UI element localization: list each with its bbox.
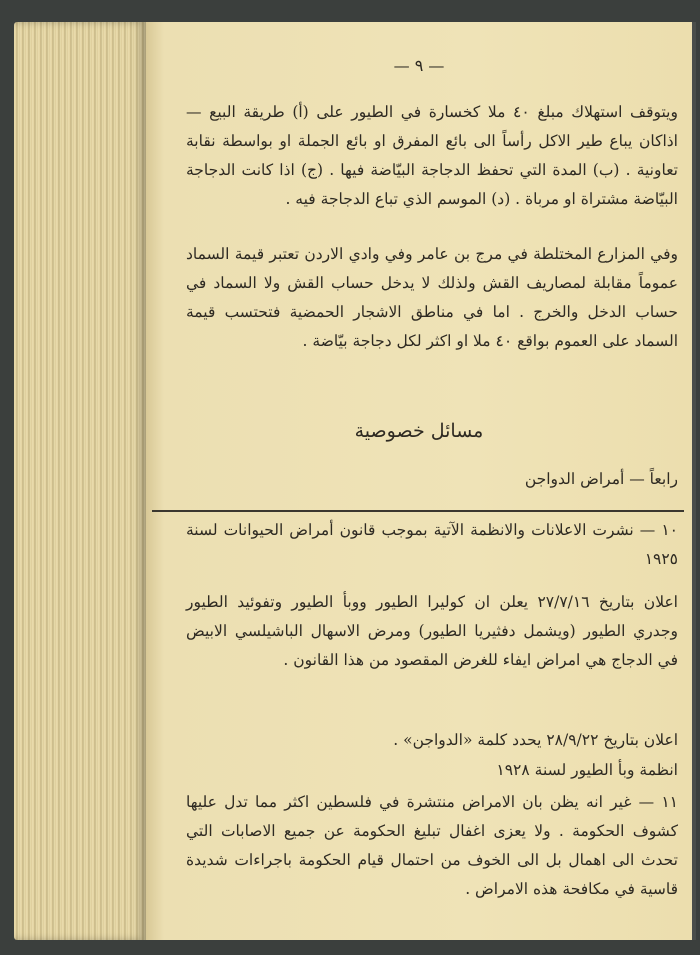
paragraph-egg-loss: ويتوقف استهلاك مبلغ ٤٠ ملا كخسارة في الطيور على (أ) طريقة البيع — اذاكان يباع طير الاكل رأساً الى بائع المفرق او بائع الجملة او بواسطة نقابة تعاونية . (ب) المدة التي تحفظ الدجاجة البيّاضة فيها . (ج) اذا كانت الدجاجة البيّاضة مشتراة او مرباة . (د) الموسم الذي تباع الدجاجة فيه . xyxy=(186,103,678,208)
paragraph-manure-value: وفي المزارع المختلطة في مرج بن عامر وفي وادي الاردن تعتبر قيمة السماد عموماً مقابلة لمصاريف القش ولذلك لا يدخل حساب القش ولا السماد في حساب الدخل والخرج . اما في مناطق الاشجار الحمضية فتحتسب قيمة السماد على العموم بواقع ٤٠ ملا او اكثر لكل دجاجة بيّاضة . xyxy=(186,245,678,350)
paragraph-announcement-2: اعلان بتاريخ ٢٨/٩/٢٢ يحدد كلمة «الدواجن» . xyxy=(393,731,678,749)
page-edges xyxy=(14,22,146,940)
paragraph-item-11: ١١ — غير انه يظن بان الامراض منتشرة في فلسطين اكثر مما تدل عليها كشوف الحكومة . ولا يعزى اغفال تبليغ الحكومة عن جميع الاصابات التي تحدث الى اهمال بل الى الخوف من احتمال قيام الحكومة باجراءات شديدة قاسية في مكافحة هذه الامراض . xyxy=(186,793,678,898)
subsection-title: رابعاً — أمراض الدواجن xyxy=(524,470,678,488)
paragraph-announcement-1: اعلان بتاريخ ٢٧/٧/١٦ يعلن ان كوليرا الطيور ووبأ الطيور وتفوئيد الطيور وجدري الطيور (ويشمل دفثيريا الطيور) ومرض الاسهال الباشيلسي الابيض في الدجاج هي امراض ايفاء للغرض المقصود من هذا القانون . xyxy=(186,593,678,669)
page-number: — ٩ — xyxy=(393,56,445,75)
section-heading: مسائل خصوصية xyxy=(354,420,484,442)
book-page xyxy=(146,22,696,940)
paragraph-item-10: ١٠ — نشرت الاعلانات والانظمة الآتية بموجب قانون أمراض الحيوانات لسنة ١٩٢٥ xyxy=(186,521,678,568)
paragraph-regulations: انظمة وبأ الطيور لسنة ١٩٢٨ xyxy=(496,761,678,779)
divider-line xyxy=(152,510,684,512)
